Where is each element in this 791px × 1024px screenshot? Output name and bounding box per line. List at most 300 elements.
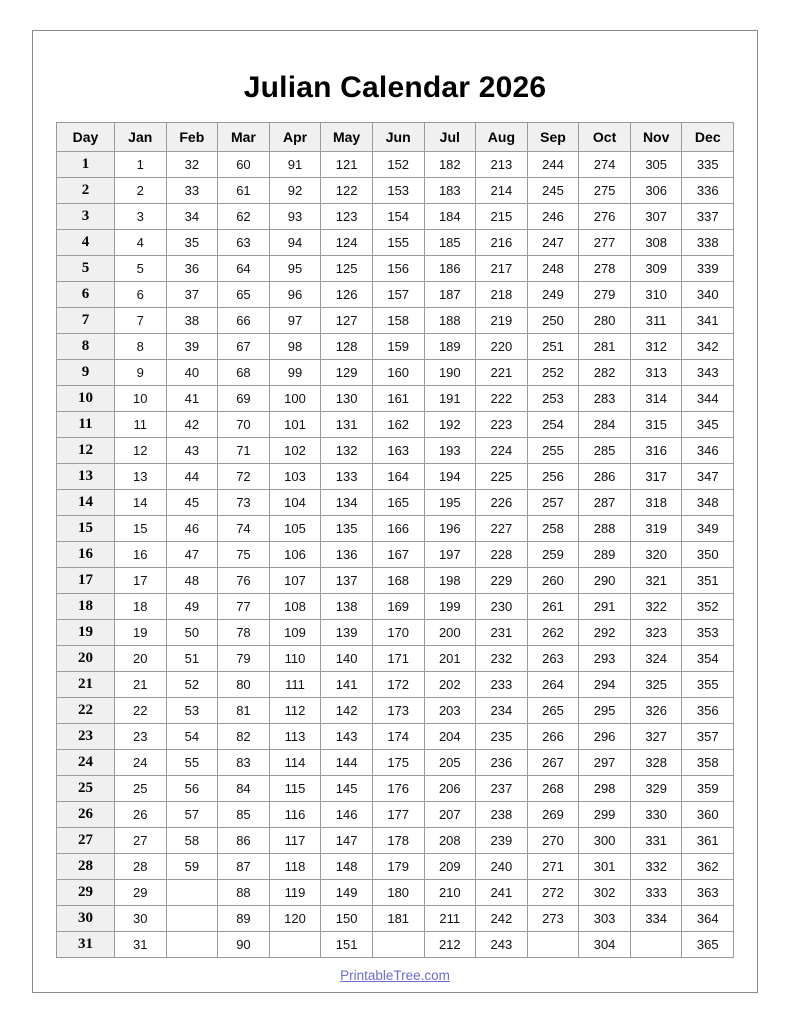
julian-day-cell: 6 bbox=[114, 282, 166, 308]
julian-day-cell: 293 bbox=[579, 646, 631, 672]
julian-day-cell: 312 bbox=[630, 334, 682, 360]
julian-day-cell: 163 bbox=[372, 438, 424, 464]
julian-day-cell: 279 bbox=[579, 282, 631, 308]
julian-day-cell: 257 bbox=[527, 490, 579, 516]
julian-day-cell: 20 bbox=[114, 646, 166, 672]
julian-day-cell: 331 bbox=[630, 828, 682, 854]
julian-day-cell: 71 bbox=[218, 438, 270, 464]
julian-day-cell: 357 bbox=[682, 724, 734, 750]
julian-day-cell: 53 bbox=[166, 698, 218, 724]
julian-day-cell: 70 bbox=[218, 412, 270, 438]
table-body bbox=[56, 152, 733, 958]
julian-day-cell: 362 bbox=[682, 854, 734, 880]
table-row bbox=[56, 256, 733, 282]
julian-day-cell: 50 bbox=[166, 620, 218, 646]
julian-day-cell: 19 bbox=[114, 620, 166, 646]
julian-day-cell: 8 bbox=[114, 334, 166, 360]
julian-day-cell bbox=[166, 932, 218, 958]
julian-day-cell: 114 bbox=[269, 750, 321, 776]
julian-day-cell: 137 bbox=[321, 568, 373, 594]
table-row bbox=[56, 230, 733, 256]
julian-day-cell: 240 bbox=[476, 854, 528, 880]
julian-day-cell: 261 bbox=[527, 594, 579, 620]
julian-day-cell: 361 bbox=[682, 828, 734, 854]
julian-day-cell: 209 bbox=[424, 854, 476, 880]
day-number-cell: 21 bbox=[56, 672, 114, 698]
julian-day-cell: 207 bbox=[424, 802, 476, 828]
julian-day-cell: 277 bbox=[579, 230, 631, 256]
julian-day-cell: 88 bbox=[218, 880, 270, 906]
julian-day-cell: 200 bbox=[424, 620, 476, 646]
julian-day-cell: 194 bbox=[424, 464, 476, 490]
julian-day-cell: 239 bbox=[476, 828, 528, 854]
julian-day-cell: 113 bbox=[269, 724, 321, 750]
day-number-cell: 14 bbox=[56, 490, 114, 516]
julian-day-cell: 342 bbox=[682, 334, 734, 360]
julian-day-cell: 159 bbox=[372, 334, 424, 360]
julian-day-cell: 217 bbox=[476, 256, 528, 282]
julian-day-cell: 127 bbox=[321, 308, 373, 334]
day-number-cell: 17 bbox=[56, 568, 114, 594]
day-number-cell: 20 bbox=[56, 646, 114, 672]
julian-day-cell: 291 bbox=[579, 594, 631, 620]
julian-day-cell: 48 bbox=[166, 568, 218, 594]
julian-day-cell: 290 bbox=[579, 568, 631, 594]
julian-day-cell: 292 bbox=[579, 620, 631, 646]
julian-day-cell: 82 bbox=[218, 724, 270, 750]
julian-day-cell: 315 bbox=[630, 412, 682, 438]
julian-day-cell: 188 bbox=[424, 308, 476, 334]
julian-day-cell: 325 bbox=[630, 672, 682, 698]
julian-day-cell: 287 bbox=[579, 490, 631, 516]
julian-day-cell: 146 bbox=[321, 802, 373, 828]
julian-day-cell: 180 bbox=[372, 880, 424, 906]
column-header-aug: Aug bbox=[476, 123, 528, 152]
julian-day-cell: 80 bbox=[218, 672, 270, 698]
julian-day-cell: 349 bbox=[682, 516, 734, 542]
julian-day-cell: 324 bbox=[630, 646, 682, 672]
table-row bbox=[56, 464, 733, 490]
julian-day-cell: 354 bbox=[682, 646, 734, 672]
julian-day-cell: 140 bbox=[321, 646, 373, 672]
julian-day-cell: 267 bbox=[527, 750, 579, 776]
julian-day-cell: 110 bbox=[269, 646, 321, 672]
julian-day-cell: 183 bbox=[424, 178, 476, 204]
julian-day-cell: 335 bbox=[682, 152, 734, 178]
julian-day-cell: 107 bbox=[269, 568, 321, 594]
julian-day-cell: 283 bbox=[579, 386, 631, 412]
julian-day-cell: 297 bbox=[579, 750, 631, 776]
julian-day-cell: 133 bbox=[321, 464, 373, 490]
julian-day-cell: 225 bbox=[476, 464, 528, 490]
julian-day-cell: 320 bbox=[630, 542, 682, 568]
column-header-apr: Apr bbox=[269, 123, 321, 152]
julian-day-cell: 350 bbox=[682, 542, 734, 568]
column-header-dec: Dec bbox=[682, 123, 734, 152]
julian-day-cell: 108 bbox=[269, 594, 321, 620]
julian-day-cell: 23 bbox=[114, 724, 166, 750]
julian-day-cell: 112 bbox=[269, 698, 321, 724]
julian-day-cell: 206 bbox=[424, 776, 476, 802]
julian-day-cell: 221 bbox=[476, 360, 528, 386]
julian-day-cell: 32 bbox=[166, 152, 218, 178]
julian-day-cell: 58 bbox=[166, 828, 218, 854]
julian-day-cell: 321 bbox=[630, 568, 682, 594]
julian-day-cell: 333 bbox=[630, 880, 682, 906]
julian-day-cell: 223 bbox=[476, 412, 528, 438]
julian-day-cell: 2 bbox=[114, 178, 166, 204]
julian-day-cell: 28 bbox=[114, 854, 166, 880]
table-row bbox=[56, 360, 733, 386]
julian-day-cell: 54 bbox=[166, 724, 218, 750]
julian-day-cell: 345 bbox=[682, 412, 734, 438]
julian-day-cell: 250 bbox=[527, 308, 579, 334]
julian-day-cell: 336 bbox=[682, 178, 734, 204]
julian-day-cell: 348 bbox=[682, 490, 734, 516]
julian-day-cell: 121 bbox=[321, 152, 373, 178]
julian-day-cell: 253 bbox=[527, 386, 579, 412]
julian-day-cell: 327 bbox=[630, 724, 682, 750]
julian-day-cell: 40 bbox=[166, 360, 218, 386]
julian-day-cell: 226 bbox=[476, 490, 528, 516]
julian-day-cell: 251 bbox=[527, 334, 579, 360]
julian-day-cell: 119 bbox=[269, 880, 321, 906]
day-number-cell: 19 bbox=[56, 620, 114, 646]
julian-day-cell: 116 bbox=[269, 802, 321, 828]
julian-day-cell: 355 bbox=[682, 672, 734, 698]
julian-day-cell: 123 bbox=[321, 204, 373, 230]
julian-day-cell: 248 bbox=[527, 256, 579, 282]
julian-day-cell: 334 bbox=[630, 906, 682, 932]
julian-day-cell: 63 bbox=[218, 230, 270, 256]
footer bbox=[33, 958, 757, 985]
julian-day-cell: 347 bbox=[682, 464, 734, 490]
julian-day-cell: 214 bbox=[476, 178, 528, 204]
julian-day-cell: 13 bbox=[114, 464, 166, 490]
julian-day-cell: 310 bbox=[630, 282, 682, 308]
julian-day-cell: 49 bbox=[166, 594, 218, 620]
julian-day-cell: 45 bbox=[166, 490, 218, 516]
julian-day-cell: 299 bbox=[579, 802, 631, 828]
julian-day-cell: 76 bbox=[218, 568, 270, 594]
julian-day-cell: 318 bbox=[630, 490, 682, 516]
julian-day-cell: 167 bbox=[372, 542, 424, 568]
day-number-cell: 7 bbox=[56, 308, 114, 334]
day-number-cell: 24 bbox=[56, 750, 114, 776]
julian-day-cell: 31 bbox=[114, 932, 166, 958]
julian-day-cell: 192 bbox=[424, 412, 476, 438]
julian-day-cell: 171 bbox=[372, 646, 424, 672]
julian-day-cell: 329 bbox=[630, 776, 682, 802]
julian-day-cell: 69 bbox=[218, 386, 270, 412]
day-number-cell: 6 bbox=[56, 282, 114, 308]
day-number-cell: 10 bbox=[56, 386, 114, 412]
julian-day-cell: 352 bbox=[682, 594, 734, 620]
table-row bbox=[56, 490, 733, 516]
julian-day-cell: 65 bbox=[218, 282, 270, 308]
julian-day-cell: 148 bbox=[321, 854, 373, 880]
julian-day-cell: 307 bbox=[630, 204, 682, 230]
julian-day-cell: 224 bbox=[476, 438, 528, 464]
julian-day-cell: 298 bbox=[579, 776, 631, 802]
julian-day-cell: 190 bbox=[424, 360, 476, 386]
column-header-jun: Jun bbox=[372, 123, 424, 152]
julian-day-cell: 258 bbox=[527, 516, 579, 542]
julian-day-cell: 211 bbox=[424, 906, 476, 932]
julian-day-cell: 341 bbox=[682, 308, 734, 334]
printabletree-link[interactable]: PrintableTree.com bbox=[340, 968, 450, 983]
table-row bbox=[56, 646, 733, 672]
julian-day-cell: 79 bbox=[218, 646, 270, 672]
day-number-cell: 30 bbox=[56, 906, 114, 932]
table-row bbox=[56, 178, 733, 204]
julian-day-cell: 84 bbox=[218, 776, 270, 802]
julian-day-cell: 103 bbox=[269, 464, 321, 490]
julian-day-cell: 15 bbox=[114, 516, 166, 542]
julian-day-cell: 51 bbox=[166, 646, 218, 672]
julian-day-cell: 34 bbox=[166, 204, 218, 230]
julian-day-cell: 41 bbox=[166, 386, 218, 412]
julian-day-cell: 109 bbox=[269, 620, 321, 646]
julian-day-cell: 247 bbox=[527, 230, 579, 256]
julian-day-cell: 296 bbox=[579, 724, 631, 750]
julian-day-cell: 236 bbox=[476, 750, 528, 776]
julian-day-cell: 61 bbox=[218, 178, 270, 204]
julian-day-cell: 118 bbox=[269, 854, 321, 880]
julian-day-cell: 219 bbox=[476, 308, 528, 334]
julian-day-cell: 5 bbox=[114, 256, 166, 282]
julian-day-cell: 104 bbox=[269, 490, 321, 516]
julian-day-cell: 106 bbox=[269, 542, 321, 568]
julian-day-cell: 198 bbox=[424, 568, 476, 594]
table-row bbox=[56, 568, 733, 594]
julian-day-cell bbox=[166, 906, 218, 932]
julian-day-cell: 197 bbox=[424, 542, 476, 568]
table-row bbox=[56, 386, 733, 412]
day-number-cell: 4 bbox=[56, 230, 114, 256]
table-row bbox=[56, 672, 733, 698]
julian-day-cell: 356 bbox=[682, 698, 734, 724]
julian-day-cell: 122 bbox=[321, 178, 373, 204]
julian-day-cell: 319 bbox=[630, 516, 682, 542]
table-row bbox=[56, 152, 733, 178]
table-row bbox=[56, 204, 733, 230]
julian-day-cell: 306 bbox=[630, 178, 682, 204]
julian-day-cell: 203 bbox=[424, 698, 476, 724]
table-header bbox=[56, 123, 733, 152]
julian-day-cell: 309 bbox=[630, 256, 682, 282]
julian-day-cell: 210 bbox=[424, 880, 476, 906]
julian-day-cell bbox=[372, 932, 424, 958]
julian-day-cell bbox=[527, 932, 579, 958]
julian-day-cell: 229 bbox=[476, 568, 528, 594]
julian-day-cell: 162 bbox=[372, 412, 424, 438]
table-row bbox=[56, 516, 733, 542]
table-row bbox=[56, 906, 733, 932]
julian-day-cell: 29 bbox=[114, 880, 166, 906]
julian-day-cell: 326 bbox=[630, 698, 682, 724]
julian-day-cell: 14 bbox=[114, 490, 166, 516]
julian-day-cell: 11 bbox=[114, 412, 166, 438]
julian-day-cell: 244 bbox=[527, 152, 579, 178]
day-number-cell: 18 bbox=[56, 594, 114, 620]
julian-day-cell: 330 bbox=[630, 802, 682, 828]
julian-day-cell: 275 bbox=[579, 178, 631, 204]
julian-day-cell: 100 bbox=[269, 386, 321, 412]
julian-day-cell: 340 bbox=[682, 282, 734, 308]
day-number-cell: 13 bbox=[56, 464, 114, 490]
julian-day-cell: 174 bbox=[372, 724, 424, 750]
julian-day-cell: 18 bbox=[114, 594, 166, 620]
julian-day-cell: 157 bbox=[372, 282, 424, 308]
julian-day-cell: 105 bbox=[269, 516, 321, 542]
julian-day-cell: 172 bbox=[372, 672, 424, 698]
julian-day-cell: 303 bbox=[579, 906, 631, 932]
printable-page-frame bbox=[32, 30, 758, 993]
julian-day-cell: 166 bbox=[372, 516, 424, 542]
julian-day-cell: 289 bbox=[579, 542, 631, 568]
julian-day-cell: 280 bbox=[579, 308, 631, 334]
julian-day-cell: 270 bbox=[527, 828, 579, 854]
julian-day-cell: 304 bbox=[579, 932, 631, 958]
julian-day-cell: 185 bbox=[424, 230, 476, 256]
julian-day-cell: 139 bbox=[321, 620, 373, 646]
julian-day-cell: 117 bbox=[269, 828, 321, 854]
julian-day-cell: 344 bbox=[682, 386, 734, 412]
julian-day-cell: 227 bbox=[476, 516, 528, 542]
julian-day-cell: 160 bbox=[372, 360, 424, 386]
julian-day-cell: 215 bbox=[476, 204, 528, 230]
julian-day-cell: 191 bbox=[424, 386, 476, 412]
julian-day-cell: 182 bbox=[424, 152, 476, 178]
julian-day-cell: 238 bbox=[476, 802, 528, 828]
julian-day-cell: 184 bbox=[424, 204, 476, 230]
julian-day-cell: 26 bbox=[114, 802, 166, 828]
julian-day-cell: 120 bbox=[269, 906, 321, 932]
table-row bbox=[56, 282, 733, 308]
julian-day-cell: 281 bbox=[579, 334, 631, 360]
day-number-cell: 9 bbox=[56, 360, 114, 386]
column-header-sep: Sep bbox=[527, 123, 579, 152]
julian-day-cell: 142 bbox=[321, 698, 373, 724]
julian-day-cell: 95 bbox=[269, 256, 321, 282]
julian-day-cell: 222 bbox=[476, 386, 528, 412]
julian-day-cell: 43 bbox=[166, 438, 218, 464]
julian-day-cell: 262 bbox=[527, 620, 579, 646]
julian-day-cell: 271 bbox=[527, 854, 579, 880]
julian-day-cell: 125 bbox=[321, 256, 373, 282]
day-number-cell: 16 bbox=[56, 542, 114, 568]
julian-day-cell bbox=[269, 932, 321, 958]
julian-day-cell: 243 bbox=[476, 932, 528, 958]
julian-day-cell: 249 bbox=[527, 282, 579, 308]
julian-day-cell: 81 bbox=[218, 698, 270, 724]
julian-day-cell: 37 bbox=[166, 282, 218, 308]
julian-day-cell: 3 bbox=[114, 204, 166, 230]
table-row bbox=[56, 776, 733, 802]
day-number-cell: 12 bbox=[56, 438, 114, 464]
julian-day-cell: 233 bbox=[476, 672, 528, 698]
julian-day-cell: 235 bbox=[476, 724, 528, 750]
julian-day-cell: 143 bbox=[321, 724, 373, 750]
julian-day-cell: 164 bbox=[372, 464, 424, 490]
julian-day-cell: 300 bbox=[579, 828, 631, 854]
day-number-cell: 8 bbox=[56, 334, 114, 360]
day-number-cell: 29 bbox=[56, 880, 114, 906]
julian-day-cell: 102 bbox=[269, 438, 321, 464]
column-header-oct: Oct bbox=[579, 123, 631, 152]
julian-day-cell: 302 bbox=[579, 880, 631, 906]
julian-day-cell: 242 bbox=[476, 906, 528, 932]
julian-day-cell: 177 bbox=[372, 802, 424, 828]
julian-day-cell: 332 bbox=[630, 854, 682, 880]
julian-day-cell: 155 bbox=[372, 230, 424, 256]
julian-day-cell: 265 bbox=[527, 698, 579, 724]
julian-day-cell: 269 bbox=[527, 802, 579, 828]
julian-day-cell: 234 bbox=[476, 698, 528, 724]
julian-day-cell: 89 bbox=[218, 906, 270, 932]
column-header-jan: Jan bbox=[114, 123, 166, 152]
julian-day-cell: 259 bbox=[527, 542, 579, 568]
julian-day-cell: 186 bbox=[424, 256, 476, 282]
table-row bbox=[56, 594, 733, 620]
julian-day-cell: 87 bbox=[218, 854, 270, 880]
table-row bbox=[56, 412, 733, 438]
julian-day-cell: 12 bbox=[114, 438, 166, 464]
julian-day-cell: 111 bbox=[269, 672, 321, 698]
julian-day-cell: 363 bbox=[682, 880, 734, 906]
julian-day-cell: 337 bbox=[682, 204, 734, 230]
julian-day-cell: 288 bbox=[579, 516, 631, 542]
julian-day-cell: 204 bbox=[424, 724, 476, 750]
julian-day-cell: 208 bbox=[424, 828, 476, 854]
julian-day-cell: 286 bbox=[579, 464, 631, 490]
julian-day-cell: 230 bbox=[476, 594, 528, 620]
julian-day-cell: 93 bbox=[269, 204, 321, 230]
julian-day-cell: 282 bbox=[579, 360, 631, 386]
julian-day-cell: 218 bbox=[476, 282, 528, 308]
julian-day-cell: 94 bbox=[269, 230, 321, 256]
julian-day-cell: 343 bbox=[682, 360, 734, 386]
day-number-cell: 1 bbox=[56, 152, 114, 178]
julian-day-cell: 17 bbox=[114, 568, 166, 594]
julian-day-cell: 36 bbox=[166, 256, 218, 282]
julian-day-cell: 323 bbox=[630, 620, 682, 646]
julian-day-cell: 179 bbox=[372, 854, 424, 880]
julian-day-cell: 187 bbox=[424, 282, 476, 308]
julian-day-cell: 231 bbox=[476, 620, 528, 646]
julian-day-cell: 42 bbox=[166, 412, 218, 438]
julian-day-cell: 358 bbox=[682, 750, 734, 776]
julian-day-cell: 99 bbox=[269, 360, 321, 386]
julian-day-cell: 308 bbox=[630, 230, 682, 256]
julian-day-cell: 272 bbox=[527, 880, 579, 906]
table-row bbox=[56, 932, 733, 958]
table-row bbox=[56, 750, 733, 776]
table-row bbox=[56, 620, 733, 646]
table-row bbox=[56, 542, 733, 568]
day-number-cell: 23 bbox=[56, 724, 114, 750]
column-header-day: Day bbox=[56, 123, 114, 152]
day-number-cell: 26 bbox=[56, 802, 114, 828]
julian-day-cell: 365 bbox=[682, 932, 734, 958]
julian-day-cell: 285 bbox=[579, 438, 631, 464]
table-row bbox=[56, 802, 733, 828]
day-number-cell: 5 bbox=[56, 256, 114, 282]
julian-day-cell: 176 bbox=[372, 776, 424, 802]
julian-day-cell bbox=[630, 932, 682, 958]
julian-day-cell: 161 bbox=[372, 386, 424, 412]
